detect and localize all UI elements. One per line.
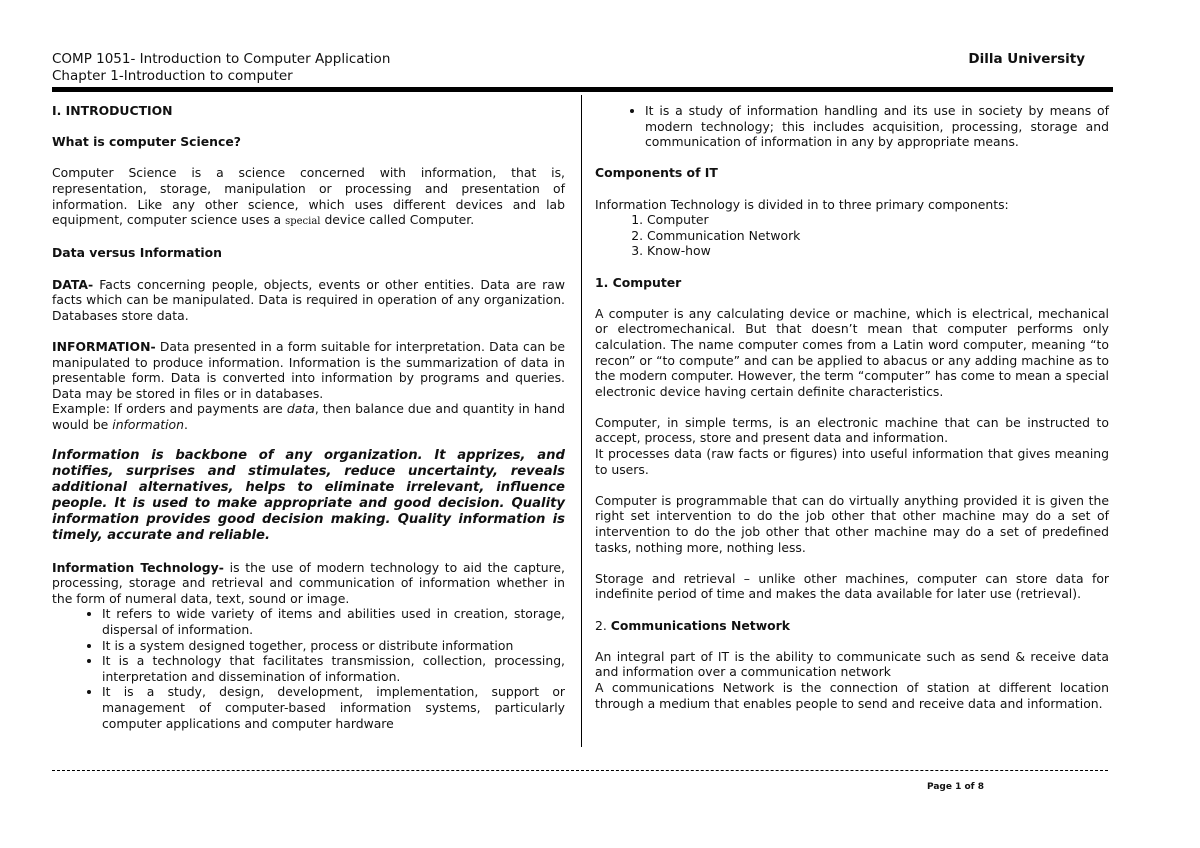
cs-question-heading: What is computer Science? (52, 134, 241, 150)
left-column (52, 103, 565, 743)
it-definition: Information Technology- is the use of modern technology to aid the capture, processing, storage and retrieval and communication of information whether in the form of numeral data, text, sound or image. (52, 559, 565, 606)
column-divider (581, 95, 582, 747)
header-rule (52, 87, 1113, 92)
course-title: COMP 1051- Introduction to Computer Application (52, 51, 391, 67)
page-number: Page 1 of 8 (927, 782, 984, 792)
it-bullet-list (52, 606, 565, 731)
network-heading: 2. Communications Network (595, 617, 791, 633)
list-item: • It is a system designed together, process or distribute information (102, 638, 565, 654)
document-header (52, 51, 390, 85)
list-item: • It is a study of information handling and its use in society by means of modern technology; this includes acquisition, processing, storage and communication of information in any by appropriate means. (645, 103, 1109, 150)
right-column (595, 103, 1109, 711)
section-title: I. INTRODUCTION (52, 103, 173, 118)
list-item: 2. Communication Network (647, 228, 1109, 244)
example-line: Example: If orders and payments are data, then balance due and quantity in hand would be information. (52, 401, 565, 432)
computer-paragraph-5: Storage and retrieval – unlike other machines, computer can store data for indefinite period of time and makes the data available for later use (retrieval). (595, 570, 1109, 602)
backbone-statement: Information is backbone of any organization. It apprizes, and notifies, surprises and stimulates, reduce uncertainty, reveals additional alternatives, helps to eliminate irrelevant, influence people. It is used to make appropriate and good decision. Quality information provides good decision making. Quality information is timely, accurate and reliable. (52, 448, 565, 544)
network-paragraph-2: A communications Network is the connection of station at different location through a medium that enables people to send and receive data and information. (595, 679, 1109, 711)
network-paragraph-1: An integral part of IT is the ability to communicate such as send & receive data and information over a communication network (595, 648, 1109, 680)
computer-paragraph-4: Computer is programmable that can do virtually anything provided it is given the right set intervention to do the job other that other machine may do a set of intervention to do the job other that other machine may do a set of predefined tasks, nothing more, nothing less. (595, 492, 1109, 555)
university-name: Dilla University (968, 51, 1085, 67)
footer-divider (52, 770, 1108, 771)
list-item: 3. Know-how (647, 243, 1109, 259)
it-bullet-continued (595, 103, 1109, 150)
list-item: 1. Computer (647, 212, 1109, 228)
cs-paragraph: Computer Science is a science concerned with information, that is, representation, storage, manipulation or processing and presentation of information. Like any other science, which uses different devices and lab equipment, computer science uses a special device called Computer. (52, 165, 565, 228)
components-list (595, 212, 1109, 259)
computer-paragraph-1: A computer is any calculating device or machine, which is electrical, mechanical or electromechanical. But that doesn’t mean that computer performs only calculation. The name computer comes from a Latin word computer, meaning “to recon” or “to compute” and can be applied to abacus or any adding machine as to the modern computer. However, the term “computer” has come to mean a special electronic device having certain definite characteristics. (595, 305, 1109, 399)
components-heading: Components of IT (595, 165, 718, 181)
information-definition: INFORMATION- Data presented in a form suitable for interpretation. Data can be manipulated to produce information. Information is the summarization of data in presentable form. Data is converted into information by programs and queries. Data may be stored in files or in databases. (52, 338, 565, 401)
computer-paragraph-3: It processes data (raw facts or figures) into useful information that gives meaning to users. (595, 446, 1109, 477)
list-item: • It refers to wide variety of items and abilities used in creation, storage, dispersal of information. (102, 606, 565, 637)
computer-heading: 1. Computer (595, 274, 682, 290)
list-item: • It is a study, design, development, implementation, support or management of computer-based information systems, particularly computer applications and computer hardware (102, 684, 565, 731)
computer-paragraph-2: Computer, in simple terms, is an electronic machine that can be instructed to accept, process, store and present data and information. (595, 414, 1109, 446)
list-item: • It is a technology that facilitates transmission, collection, processing, interpretation and dissemination of information. (102, 653, 565, 684)
data-vs-info-heading: Data versus Information (52, 245, 222, 261)
chapter-title: Chapter 1-Introduction to computer (52, 68, 293, 84)
components-intro: Information Technology is divided in to three primary components: (595, 196, 1009, 212)
data-definition: DATA- Facts concerning people, objects, events or other entities. Data are raw facts which can be manipulated. Data is required in operation of any organization. Databases store data. (52, 276, 565, 323)
